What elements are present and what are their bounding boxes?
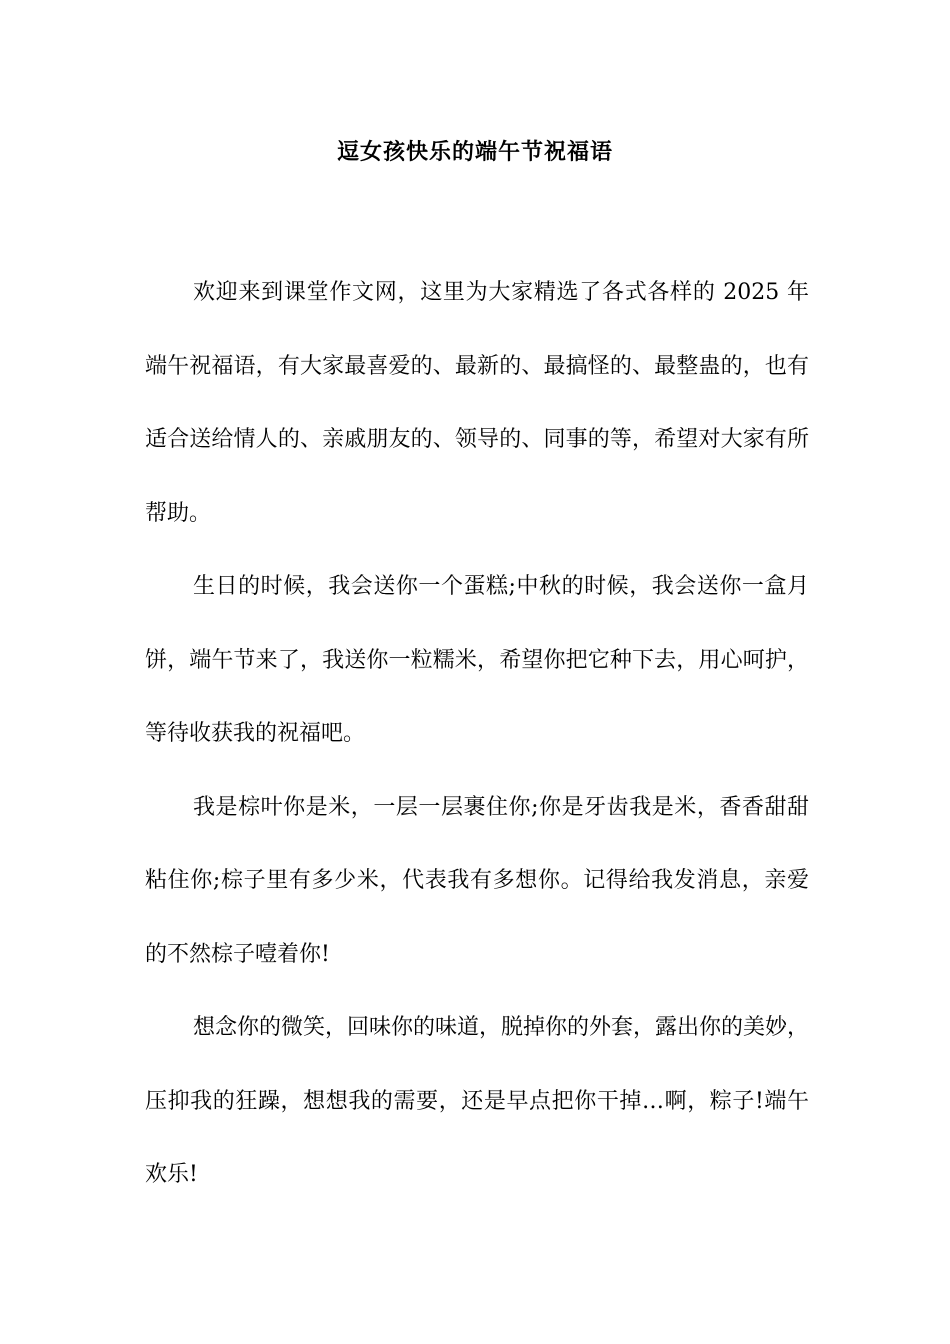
- paragraph-intro: 欢迎来到课堂作文网，这里为大家精选了各式各样的 2025 年端午祝福语，有大家最喜爱的、最新的、最搞怪的、最整蛊的，也有适合送给情人的、亲戚朋友的、领导的、同事的等，希望对大家有所帮助。: [145, 280, 809, 526]
- document-title: 逗女孩快乐的端午节祝福语: [336, 139, 613, 165]
- document-body: [145, 256, 809, 1212]
- paragraph-leaf-rice: 我是棕叶你是米，一层一层裹住你;你是牙齿我是米，香香甜甜粘住你;棕子里有多少米，代表我有多想你。记得给我发消息，亲爱的不然棕子噎着你!: [145, 794, 809, 967]
- paragraph-birthday: 生日的时候，我会送你一个蛋糕;中秋的时候，我会送你一盒月饼，端午节来了，我送你一粒糯米，希望你把它种下去，用心呵护，等待收获我的祝福吧。: [145, 574, 809, 746]
- paragraph-miss-you: 想念你的微笑，回味你的味道，脱掉你的外套，露出你的美妙，压抑我的狂躁，想想我的需要，还是早点把你干掉…啊，粽子!端午欢乐!: [145, 1015, 810, 1187]
